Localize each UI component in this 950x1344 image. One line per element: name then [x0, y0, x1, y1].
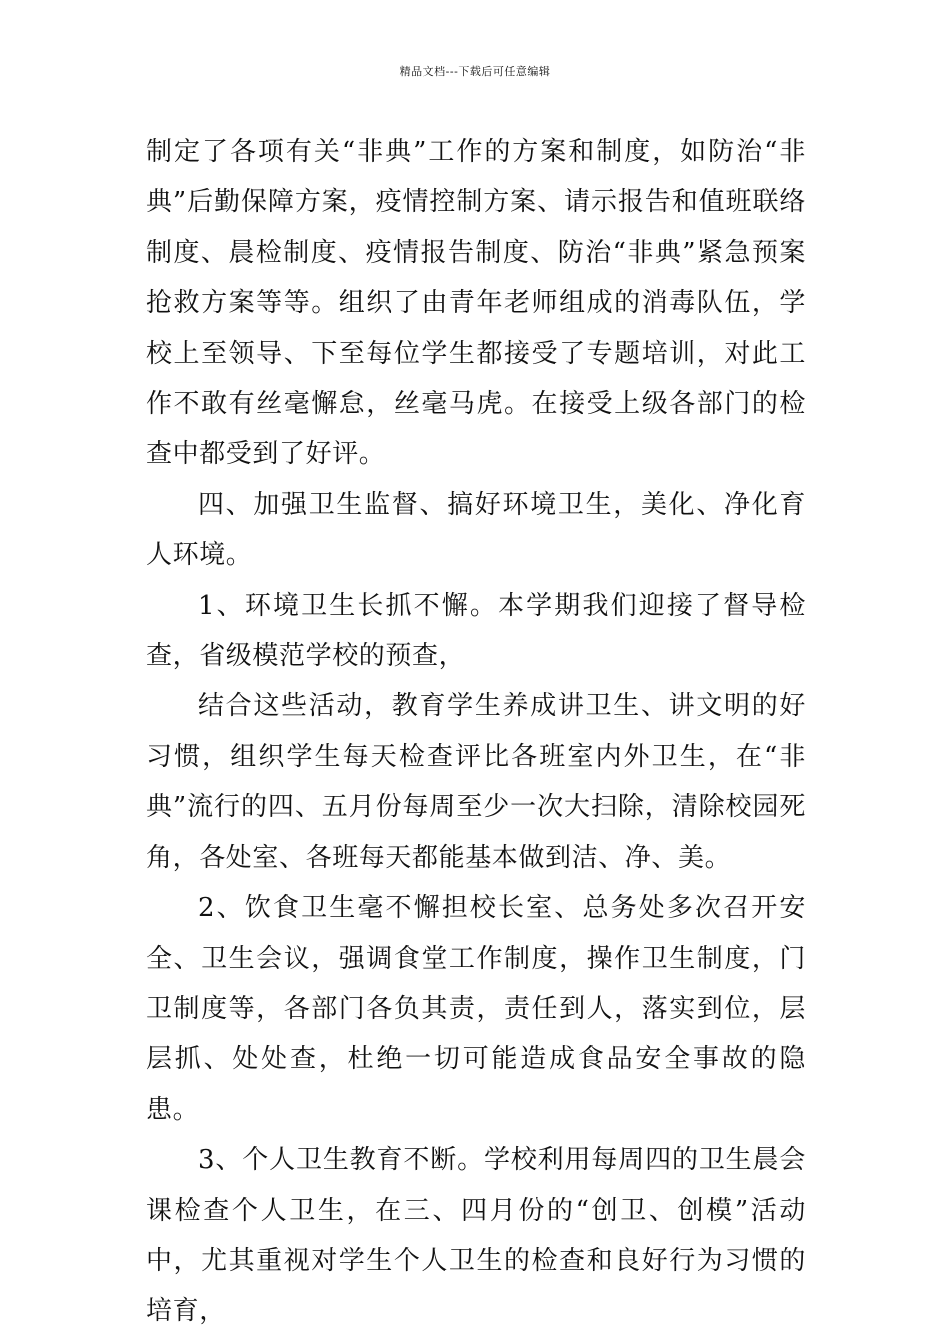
- paragraph-6: 3、个人卫生教育不断。学校利用每周四的卫生晨会课检查个人卫生，在三、四月份的“创卫、创模”活动中，尤其重视对学生个人卫生的检查和良好行为习惯的培育，: [146, 1145, 806, 1327]
- paragraph-4: 结合这些活动，教育学生养成讲卫生、讲文明的好习惯，组织学生每天检查评比各班室内外卫生，在“非典”流行的四、五月份每周至少一次大扫除，清除校园死角，各处室、各班每天都能基本做到洁、净、美。: [146, 691, 806, 873]
- page-header: 精品文档---下载后可任意编辑: [399, 65, 551, 78]
- document-body: [146, 127, 806, 1337]
- paragraph-5: 2、饮食卫生毫不懈担校长室、总务处多次召开安全、卫生会议，强调食堂工作制度，操作卫生制度，门卫制度等，各部门各负其责，责任到人，落实到位，层层抓、处处查，杜绝一切可能造成食品安全事故的隐患。: [146, 893, 806, 1125]
- paragraph-3: 1、环境卫生长抓不懈。本学期我们迎接了督导检查，省级模范学校的预查，: [146, 590, 806, 672]
- paragraph-2: 四、加强卫生监督、搞好环境卫生，美化、净化育人环境。: [146, 489, 806, 571]
- paragraph-1: 制定了各项有关“非典”工作的方案和制度，如防治“非典”后勤保障方案，疫情控制方案、请示报告和值班联络制度、晨检制度、疫情报告制度、防治“非典”紧急预案抢救方案等等。组织了由青年老师组成的消毒队伍，学校上至领导、下至每位学生都接受了专题培训，对此工作不敢有丝毫懈怠，丝毫马虎。在接受上级各部门的检查中都受到了好评。: [146, 137, 806, 470]
